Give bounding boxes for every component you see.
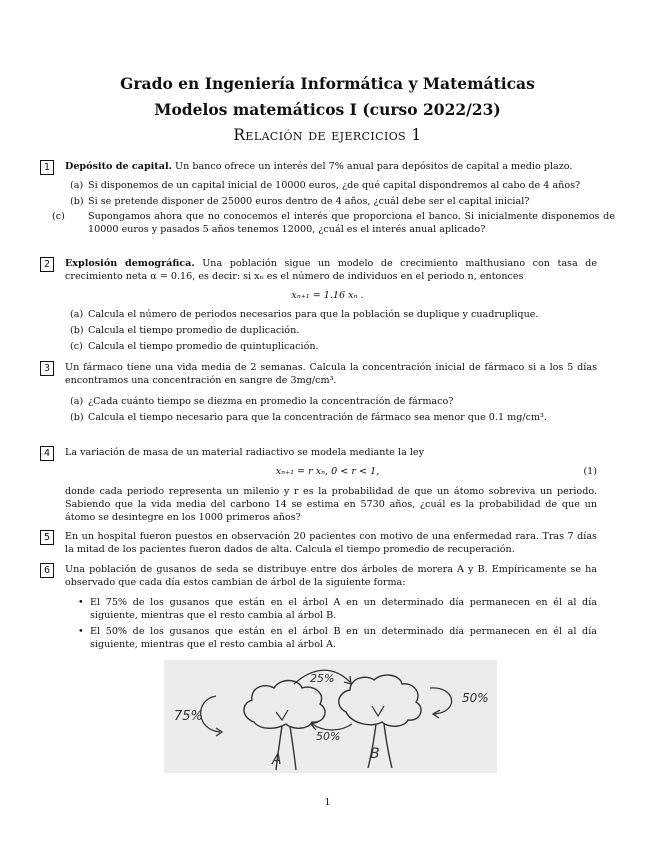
item-label: (c) bbox=[70, 341, 83, 352]
exercise-4-equation: xₙ₊₁ = r xₙ, 0 < r < 1, bbox=[275, 466, 380, 477]
item-label: (a) bbox=[70, 396, 84, 407]
exercise-2-lead: Explosión demográfica. bbox=[65, 258, 195, 269]
section-subtitle bbox=[0, 126, 655, 144]
exercise-2-text: Una población sigue un modelo de crecimiento malthusiano con tasa de crecimiento neta α = 0.16, es decir: si xₙ es el número de individuos en el periodo n, entonces bbox=[65, 258, 597, 282]
exercise-6-statement: Una población de gusanos de seda se distribuye entre dos árboles de morera A y B. Empíricamente se ha observado que cada día estos cambian de árbol de la siguiente forma: bbox=[65, 564, 597, 588]
course-title: Modelos matemáticos I (curso 2022/23) bbox=[154, 100, 501, 119]
exercise-1-item-a bbox=[70, 179, 597, 192]
exercise-3-item-a bbox=[70, 395, 597, 408]
exercise-number-4: 4 bbox=[40, 446, 54, 461]
exercise-4-continuation: donde cada periodo representa un milenio y r es la probabilidad de que un átomo sobreviva un periodo. Sabiendo que la vida media del carbono 14 se estima en 5730 años, ¿cuál es la probabilidad de que un átomo se desintegre en los 1000 primeros años? bbox=[65, 486, 597, 523]
exercise-2-statement bbox=[65, 257, 597, 283]
item-label: (b) bbox=[70, 325, 84, 336]
exercise-1-item-c bbox=[52, 210, 615, 236]
exercise-1-text: Un banco ofrece un interés del 7% anual para depósitos de capital a medio plazo. bbox=[171, 161, 573, 172]
item-text: ¿Cada cuánto tiempo se diezma en promedio la concentración de fármaco? bbox=[88, 396, 454, 407]
tree-migration-figure bbox=[164, 660, 497, 773]
item-text: Si disponemos de un capital inicial de 10000 euros, ¿de qué capital dispondremos al cabo de 4 años? bbox=[88, 180, 581, 191]
equation-number: (1) bbox=[583, 466, 597, 477]
item-label: (a) bbox=[70, 309, 84, 320]
tree-b-label: B bbox=[370, 746, 380, 762]
exercise-3-statement: Un fármaco tiene una vida media de 2 semanas. Calcula la concentración inicial de fármaco si a los 5 días encontramos una concentración en sangre de 3mg/cm³. bbox=[65, 362, 597, 386]
item-text: Si se pretende disponer de 25000 euros dentro de 4 años, ¿cuál debe ser el capital inicial? bbox=[88, 196, 530, 207]
bullet-icon: • bbox=[78, 597, 84, 608]
item-label: (b) bbox=[70, 196, 84, 207]
item-text: Calcula el tiempo promedio de quintuplicación. bbox=[88, 341, 319, 352]
exercise-number-5: 5 bbox=[40, 530, 54, 545]
item-text: Calcula el número de periodos necesarios para que la población se duplique y cuadruplique. bbox=[88, 309, 539, 320]
item-text: Supongamos ahora que no conocemos el interés que proporciona el banco. Si inicialmente disponemos de 10000 euros y pasados 5 años tenemos 12000, ¿cuál es el interés anual aplicado? bbox=[88, 211, 615, 235]
item-text: Calcula el tiempo necesario para que la concentración de fármaco sea menor que 0.1 mg/cm³. bbox=[88, 412, 547, 423]
exercise-number-1: 1 bbox=[40, 160, 54, 175]
bullet-text: El 75% de los gusanos que están en el árbol A en un determinado día permanecen en él al día siguiente, mientras que el resto cambia al árbol B. bbox=[90, 597, 597, 621]
bullet-icon: • bbox=[78, 626, 84, 637]
exercise-1-statement bbox=[65, 160, 597, 173]
tree-a-label: A bbox=[272, 752, 282, 768]
label-25: 25% bbox=[310, 672, 335, 685]
label-75: 75% bbox=[174, 709, 203, 724]
exercise-5-statement: En un hospital fueron puestos en observación 20 pacientes con motivo de una enfermedad rara. Tras 7 días la mitad de los pacientes fueron dados de alta. Calcula el tiempo promedio de recuperación. bbox=[65, 531, 597, 555]
exercise-6-bullet-2 bbox=[78, 625, 597, 651]
exercise-2-item-c bbox=[70, 340, 597, 353]
exercise-2-item-b bbox=[70, 324, 597, 337]
tree-sketch bbox=[164, 660, 497, 773]
exercise-2-item-a bbox=[70, 308, 597, 321]
exercise-number-6: 6 bbox=[40, 563, 54, 578]
item-label: (a) bbox=[70, 180, 84, 191]
item-text: Calcula el tiempo promedio de duplicación. bbox=[88, 325, 300, 336]
exercise-4-statement: La variación de masa de un material radiactivo se modela mediante la ley bbox=[65, 447, 425, 458]
exercise-number-2: 2 bbox=[40, 257, 54, 272]
exercise-3-item-b bbox=[70, 411, 597, 424]
page-number: 1 bbox=[324, 797, 331, 808]
label-50-top: 50% bbox=[462, 691, 489, 705]
exercise-1-item-b bbox=[70, 195, 597, 208]
item-label: (b) bbox=[70, 412, 84, 423]
exercise-number-3: 3 bbox=[40, 361, 54, 376]
document-title: Grado en Ingeniería Informática y Matemáticas bbox=[120, 74, 535, 93]
exercise-6-bullet-1 bbox=[78, 596, 597, 622]
bullet-text: El 50% de los gusanos que están en el árbol B en un determinado día permanecen en él al día siguiente, mientras que el resto cambia al árbol A. bbox=[90, 626, 597, 650]
item-label: (c) bbox=[52, 211, 65, 222]
exercise-2-equation: xₙ₊₁ = 1.16 xₙ . bbox=[291, 290, 364, 301]
exercise-1-lead: Depósito de capital. bbox=[65, 161, 172, 172]
label-50-bottom: 50% bbox=[316, 730, 341, 743]
subtitle-text: Relación de ejercicios 1 bbox=[233, 126, 422, 144]
